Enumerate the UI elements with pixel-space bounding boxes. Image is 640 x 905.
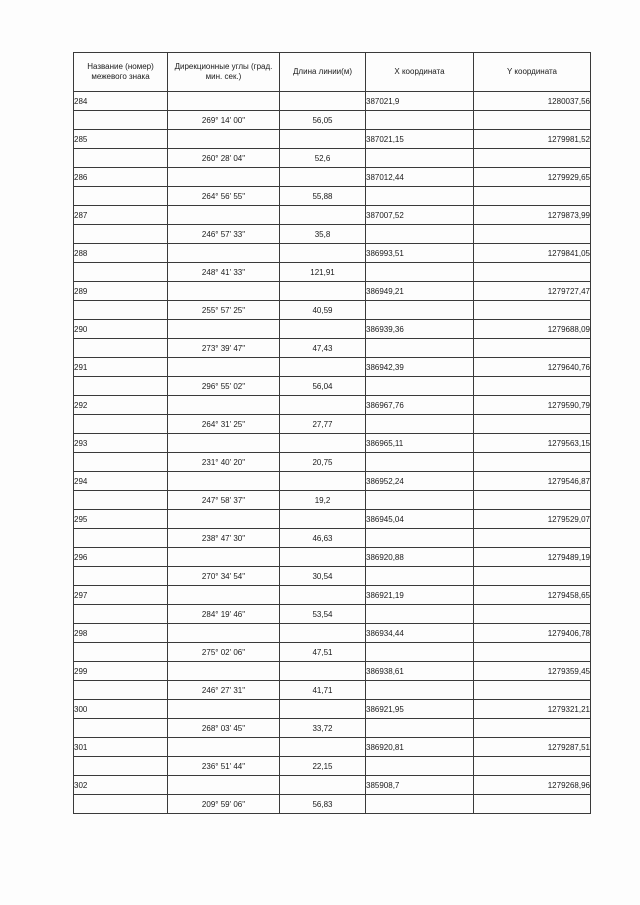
table-row-point: [74, 586, 591, 605]
header-length: Длина линии(м): [280, 53, 366, 92]
table-row-point: [74, 624, 591, 643]
cell-y-coordinate: [474, 187, 591, 206]
cell-line-length: [280, 206, 366, 225]
cell-x-coordinate: 386934,44: [366, 624, 474, 643]
cell-direction-angle: 209° 59' 06": [168, 795, 280, 814]
table-row-point: [74, 358, 591, 377]
cell-y-coordinate: 1279841,05: [474, 244, 591, 263]
cell-direction-angle: [168, 700, 280, 719]
cell-line-length: 52,6: [280, 149, 366, 168]
cell-point-name: [74, 719, 168, 738]
cell-direction-angle: [168, 92, 280, 111]
cell-y-coordinate: [474, 643, 591, 662]
cell-x-coordinate: 387021,9: [366, 92, 474, 111]
cell-line-length: [280, 662, 366, 681]
cell-line-length: [280, 320, 366, 339]
cell-y-coordinate: [474, 681, 591, 700]
table-row-point: [74, 700, 591, 719]
table-row-line: [74, 225, 591, 244]
table-row-line: [74, 795, 591, 814]
cell-line-length: 30,54: [280, 567, 366, 586]
cell-line-length: 56,83: [280, 795, 366, 814]
cell-point-name: [74, 567, 168, 586]
cell-point-name: 286: [74, 168, 168, 187]
cell-direction-angle: [168, 510, 280, 529]
cell-y-coordinate: [474, 491, 591, 510]
cell-direction-angle: [168, 358, 280, 377]
table-row-line: [74, 719, 591, 738]
cell-point-name: [74, 111, 168, 130]
cell-direction-angle: [168, 282, 280, 301]
cell-y-coordinate: [474, 149, 591, 168]
cell-x-coordinate: [366, 567, 474, 586]
table-row-line: [74, 605, 591, 624]
cell-y-coordinate: 1279688,09: [474, 320, 591, 339]
cell-y-coordinate: 1279406,78: [474, 624, 591, 643]
cell-y-coordinate: [474, 529, 591, 548]
cell-x-coordinate: [366, 453, 474, 472]
cell-x-coordinate: 386920,88: [366, 548, 474, 567]
cell-point-name: 285: [74, 130, 168, 149]
cell-y-coordinate: 1279929,65: [474, 168, 591, 187]
cell-direction-angle: 255° 57' 25": [168, 301, 280, 320]
cell-point-name: [74, 377, 168, 396]
cell-line-length: [280, 168, 366, 187]
table-body: [74, 92, 591, 814]
cell-direction-angle: [168, 244, 280, 263]
cell-line-length: 20,75: [280, 453, 366, 472]
table-row-line: [74, 149, 591, 168]
cell-line-length: 33,72: [280, 719, 366, 738]
cell-y-coordinate: 1279359,45: [474, 662, 591, 681]
cell-line-length: 56,04: [280, 377, 366, 396]
cell-point-name: 294: [74, 472, 168, 491]
cell-x-coordinate: 387007,52: [366, 206, 474, 225]
cell-line-length: 27,77: [280, 415, 366, 434]
cell-direction-angle: 296° 55' 02": [168, 377, 280, 396]
cell-y-coordinate: 1279873,99: [474, 206, 591, 225]
cell-point-name: 292: [74, 396, 168, 415]
cell-point-name: [74, 301, 168, 320]
table-row-line: [74, 567, 591, 586]
cell-x-coordinate: [366, 263, 474, 282]
cell-x-coordinate: [366, 149, 474, 168]
cell-direction-angle: 264° 31' 25": [168, 415, 280, 434]
cell-x-coordinate: [366, 111, 474, 130]
table-row-point: [74, 738, 591, 757]
cell-line-length: 55,88: [280, 187, 366, 206]
cell-direction-angle: [168, 130, 280, 149]
cell-x-coordinate: 386952,24: [366, 472, 474, 491]
cell-x-coordinate: 386920,81: [366, 738, 474, 757]
cell-y-coordinate: [474, 719, 591, 738]
cell-x-coordinate: 386939,36: [366, 320, 474, 339]
cell-point-name: 297: [74, 586, 168, 605]
cell-point-name: [74, 263, 168, 282]
cell-x-coordinate: [366, 605, 474, 624]
cell-direction-angle: [168, 548, 280, 567]
cell-y-coordinate: 1279268,96: [474, 776, 591, 795]
cell-point-name: [74, 757, 168, 776]
cell-line-length: [280, 396, 366, 415]
cell-y-coordinate: [474, 339, 591, 358]
cell-line-length: [280, 738, 366, 757]
cell-line-length: [280, 624, 366, 643]
cell-x-coordinate: [366, 795, 474, 814]
table-row-line: [74, 681, 591, 700]
cell-line-length: [280, 548, 366, 567]
cell-y-coordinate: 1280037,56: [474, 92, 591, 111]
header-angle: Дирекционные углы (град. мин. сек.): [168, 53, 280, 92]
cell-line-length: 47,43: [280, 339, 366, 358]
cell-line-length: 41,71: [280, 681, 366, 700]
cell-direction-angle: 236° 51' 44": [168, 757, 280, 776]
cell-y-coordinate: 1279321,21: [474, 700, 591, 719]
table-row-point: [74, 130, 591, 149]
cell-y-coordinate: [474, 605, 591, 624]
cell-point-name: 299: [74, 662, 168, 681]
cell-direction-angle: [168, 624, 280, 643]
cell-line-length: 40,59: [280, 301, 366, 320]
table-row-line: [74, 643, 591, 662]
cell-y-coordinate: [474, 225, 591, 244]
cell-point-name: [74, 643, 168, 662]
table-row-point: [74, 662, 591, 681]
cell-point-name: 295: [74, 510, 168, 529]
table-row-point: [74, 206, 591, 225]
cell-y-coordinate: [474, 567, 591, 586]
cell-line-length: [280, 510, 366, 529]
cell-x-coordinate: 386965,11: [366, 434, 474, 453]
cell-x-coordinate: 385908,7: [366, 776, 474, 795]
cell-direction-angle: 270° 34' 54": [168, 567, 280, 586]
cell-line-length: [280, 358, 366, 377]
cell-x-coordinate: [366, 719, 474, 738]
table-row-point: [74, 510, 591, 529]
cell-direction-angle: [168, 434, 280, 453]
cell-direction-angle: 238° 47' 30": [168, 529, 280, 548]
cell-x-coordinate: 386993,51: [366, 244, 474, 263]
cell-direction-angle: 248° 41' 33": [168, 263, 280, 282]
cell-point-name: 300: [74, 700, 168, 719]
cell-line-length: 35,8: [280, 225, 366, 244]
cell-point-name: 291: [74, 358, 168, 377]
table-row-point: [74, 282, 591, 301]
cell-y-coordinate: 1279640,76: [474, 358, 591, 377]
header-y: Y координата: [474, 53, 591, 92]
cell-point-name: [74, 187, 168, 206]
cell-x-coordinate: [366, 415, 474, 434]
cell-y-coordinate: 1279727,47: [474, 282, 591, 301]
cell-point-name: 284: [74, 92, 168, 111]
cell-y-coordinate: [474, 111, 591, 130]
cell-y-coordinate: [474, 301, 591, 320]
cell-line-length: [280, 92, 366, 111]
cell-x-coordinate: 386967,76: [366, 396, 474, 415]
cell-y-coordinate: [474, 415, 591, 434]
cell-point-name: [74, 453, 168, 472]
cell-y-coordinate: [474, 453, 591, 472]
cell-y-coordinate: 1279458,65: [474, 586, 591, 605]
table-row-point: [74, 434, 591, 453]
cell-point-name: [74, 529, 168, 548]
cell-y-coordinate: 1279489,19: [474, 548, 591, 567]
table-row-line: [74, 415, 591, 434]
cell-line-length: [280, 244, 366, 263]
cell-direction-angle: [168, 586, 280, 605]
cell-x-coordinate: 386921,95: [366, 700, 474, 719]
table-row-point: [74, 92, 591, 111]
cell-line-length: 22,15: [280, 757, 366, 776]
cell-line-length: [280, 434, 366, 453]
table-row-line: [74, 263, 591, 282]
table-row-line: [74, 757, 591, 776]
cell-point-name: 301: [74, 738, 168, 757]
cell-point-name: [74, 795, 168, 814]
table-row-line: [74, 339, 591, 358]
table-row-point: [74, 396, 591, 415]
cell-line-length: 121,91: [280, 263, 366, 282]
table-row-line: [74, 453, 591, 472]
cell-line-length: [280, 282, 366, 301]
cell-point-name: [74, 681, 168, 700]
cell-point-name: 296: [74, 548, 168, 567]
header-name: Название (номер) межевого знака: [74, 53, 168, 92]
cell-direction-angle: 246° 57' 33": [168, 225, 280, 244]
cell-y-coordinate: 1279529,07: [474, 510, 591, 529]
table-row-point: [74, 472, 591, 491]
cell-x-coordinate: [366, 681, 474, 700]
cell-x-coordinate: [366, 643, 474, 662]
cell-direction-angle: 275° 02' 06": [168, 643, 280, 662]
cell-direction-angle: 264° 56' 55": [168, 187, 280, 206]
table-row-point: [74, 168, 591, 187]
cell-direction-angle: 247° 58' 37": [168, 491, 280, 510]
table-row-line: [74, 529, 591, 548]
cell-y-coordinate: [474, 757, 591, 776]
cell-line-length: 19,2: [280, 491, 366, 510]
cell-point-name: 298: [74, 624, 168, 643]
cell-point-name: [74, 415, 168, 434]
cell-x-coordinate: [366, 529, 474, 548]
cell-line-length: [280, 472, 366, 491]
cell-direction-angle: [168, 320, 280, 339]
cell-direction-angle: 231° 40' 20": [168, 453, 280, 472]
cell-direction-angle: 246° 27' 31": [168, 681, 280, 700]
cell-direction-angle: [168, 472, 280, 491]
cell-direction-angle: [168, 206, 280, 225]
cell-direction-angle: 269° 14' 00": [168, 111, 280, 130]
cell-x-coordinate: [366, 491, 474, 510]
cell-x-coordinate: 386938,61: [366, 662, 474, 681]
cell-line-length: [280, 586, 366, 605]
cell-x-coordinate: [366, 377, 474, 396]
cell-x-coordinate: [366, 225, 474, 244]
cell-x-coordinate: 386949,21: [366, 282, 474, 301]
cell-x-coordinate: [366, 301, 474, 320]
cell-y-coordinate: 1279981,52: [474, 130, 591, 149]
cell-y-coordinate: 1279590,79: [474, 396, 591, 415]
cell-line-length: [280, 700, 366, 719]
cell-point-name: 293: [74, 434, 168, 453]
cell-direction-angle: 284° 19' 46": [168, 605, 280, 624]
header-x: X координата: [366, 53, 474, 92]
cell-x-coordinate: 387012,44: [366, 168, 474, 187]
cell-x-coordinate: [366, 757, 474, 776]
cell-y-coordinate: 1279546,87: [474, 472, 591, 491]
cell-y-coordinate: 1279287,51: [474, 738, 591, 757]
table-row-point: [74, 548, 591, 567]
cell-line-length: 56,05: [280, 111, 366, 130]
cell-direction-angle: [168, 396, 280, 415]
cell-point-name: [74, 339, 168, 358]
cell-line-length: 53,54: [280, 605, 366, 624]
cell-point-name: [74, 491, 168, 510]
table-row-line: [74, 187, 591, 206]
cell-point-name: 290: [74, 320, 168, 339]
table-row-line: [74, 491, 591, 510]
cell-point-name: [74, 225, 168, 244]
table-row-point: [74, 244, 591, 263]
cell-y-coordinate: 1279563,15: [474, 434, 591, 453]
cell-x-coordinate: 386942,39: [366, 358, 474, 377]
cell-direction-angle: 268° 03' 45": [168, 719, 280, 738]
table-row-line: [74, 111, 591, 130]
cell-direction-angle: 260° 28' 04": [168, 149, 280, 168]
cell-direction-angle: [168, 738, 280, 757]
cell-x-coordinate: 387021,15: [366, 130, 474, 149]
table-row-point: [74, 776, 591, 795]
cell-point-name: 287: [74, 206, 168, 225]
cell-direction-angle: [168, 168, 280, 187]
table-row-line: [74, 301, 591, 320]
cell-direction-angle: 273° 39' 47": [168, 339, 280, 358]
cell-point-name: [74, 605, 168, 624]
cell-x-coordinate: 386921,19: [366, 586, 474, 605]
cell-x-coordinate: [366, 339, 474, 358]
cell-point-name: 302: [74, 776, 168, 795]
cell-direction-angle: [168, 776, 280, 795]
cell-x-coordinate: [366, 187, 474, 206]
cell-y-coordinate: [474, 795, 591, 814]
cell-x-coordinate: 386945,04: [366, 510, 474, 529]
cell-y-coordinate: [474, 263, 591, 282]
cell-direction-angle: [168, 662, 280, 681]
table-row-line: [74, 377, 591, 396]
cell-point-name: 288: [74, 244, 168, 263]
cell-line-length: 47,51: [280, 643, 366, 662]
cell-y-coordinate: [474, 377, 591, 396]
coordinates-table: [73, 52, 591, 814]
cell-line-length: [280, 776, 366, 795]
table-header-row: [74, 53, 591, 92]
cell-line-length: 46,63: [280, 529, 366, 548]
cell-line-length: [280, 130, 366, 149]
cell-point-name: 289: [74, 282, 168, 301]
table-row-point: [74, 320, 591, 339]
cell-point-name: [74, 149, 168, 168]
